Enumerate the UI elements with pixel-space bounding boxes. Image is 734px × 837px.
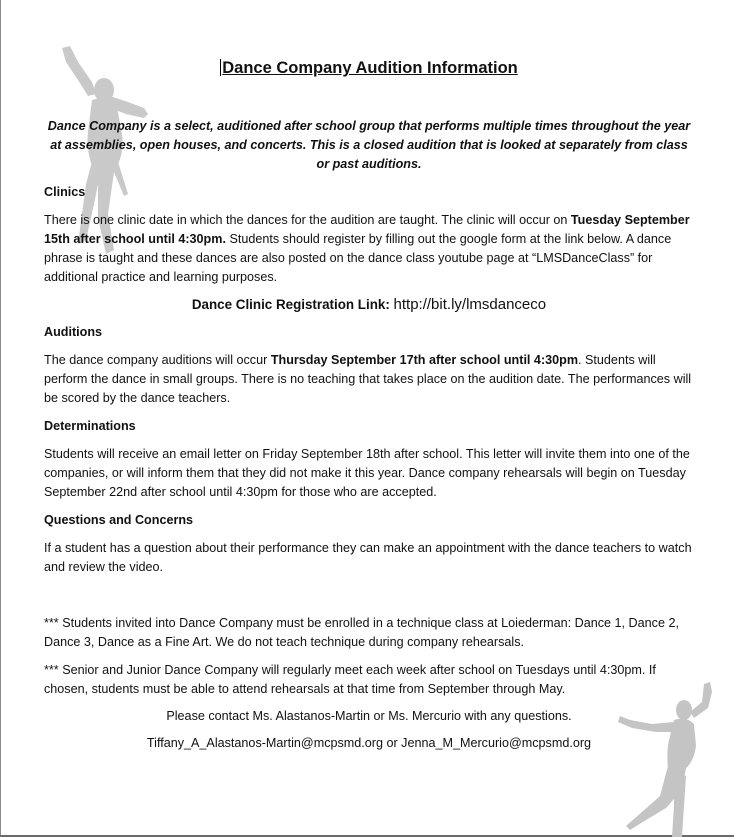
registration-link[interactable]: http://bit.ly/lmsdanceco xyxy=(393,296,547,313)
clinics-heading: Clinics xyxy=(44,185,86,199)
title-text: Dance Company Audition Information xyxy=(222,59,518,77)
registration-label: Dance Clinic Registration Link: xyxy=(191,297,390,312)
document-title xyxy=(44,56,694,80)
technique-note: *** Students invited into Dance Company must be enrolled in a technique class at Loiederman: Dance 1, Dance 2, Dance 3, Dance as a Fine Art. We do not teach technique during company rehearsals. xyxy=(44,616,679,649)
contact-line: Please contact Ms. Alastanos-Martin or Ms. Mercurio with any questions. xyxy=(166,709,572,723)
auditions-heading: Auditions xyxy=(44,325,103,339)
determinations-heading: Determinations xyxy=(44,419,136,433)
registration-line xyxy=(44,295,694,314)
document-body xyxy=(44,56,694,753)
rehearsal-note: *** Senior and Junior Dance Company will regularly meet each week after school on Tuesdays until 4:30pm. If chosen, students must be able to attend rehearsals at that time from September through May. xyxy=(44,663,656,696)
contact-emails[interactable]: Tiffany_A_Alastanos-Martin@mcpsmd.org or Jenna_M_Mercurio@mcpsmd.org xyxy=(146,736,592,750)
clinics-paragraph: There is one clinic date in which the dances for the audition are taught. The clinic will occur on Tuesday September 15th after school until 4:30pm. Students should register by filling out the google form at the link below. A dance phrase is taught and these dances are also posted on the dance class youtube page at “LMSDanceClass” for additional practice and learning purposes. xyxy=(44,213,690,284)
page-border-left xyxy=(0,0,1,837)
auditions-paragraph: The dance company auditions will occur Thursday September 17th after school until 4:30pm. Students will perform the dance in small groups. There is no teaching that takes place on the audition date. The performances will be scored by the dance teachers. xyxy=(44,353,692,405)
questions-paragraph: If a student has a question about their performance they can make an appointment with the dance teachers to watch and review the video. xyxy=(44,541,692,574)
determinations-paragraph: Students will receive an email letter on Friday September 18th after school. This letter will invite them into one of the companies, or will inform them that they did not make it this year. Dance company rehearsals will begin on Tuesday September 22nd after school until 4:30pm for those who are accepted. xyxy=(44,447,690,499)
intro-paragraph: Dance Company is a select, auditioned after school group that performs multiple times throughout the year at assemblies, open houses, and concerts. This is a closed audition that is looked at separately from class or past auditions. xyxy=(47,119,691,171)
questions-heading: Questions and Concerns xyxy=(44,513,194,527)
